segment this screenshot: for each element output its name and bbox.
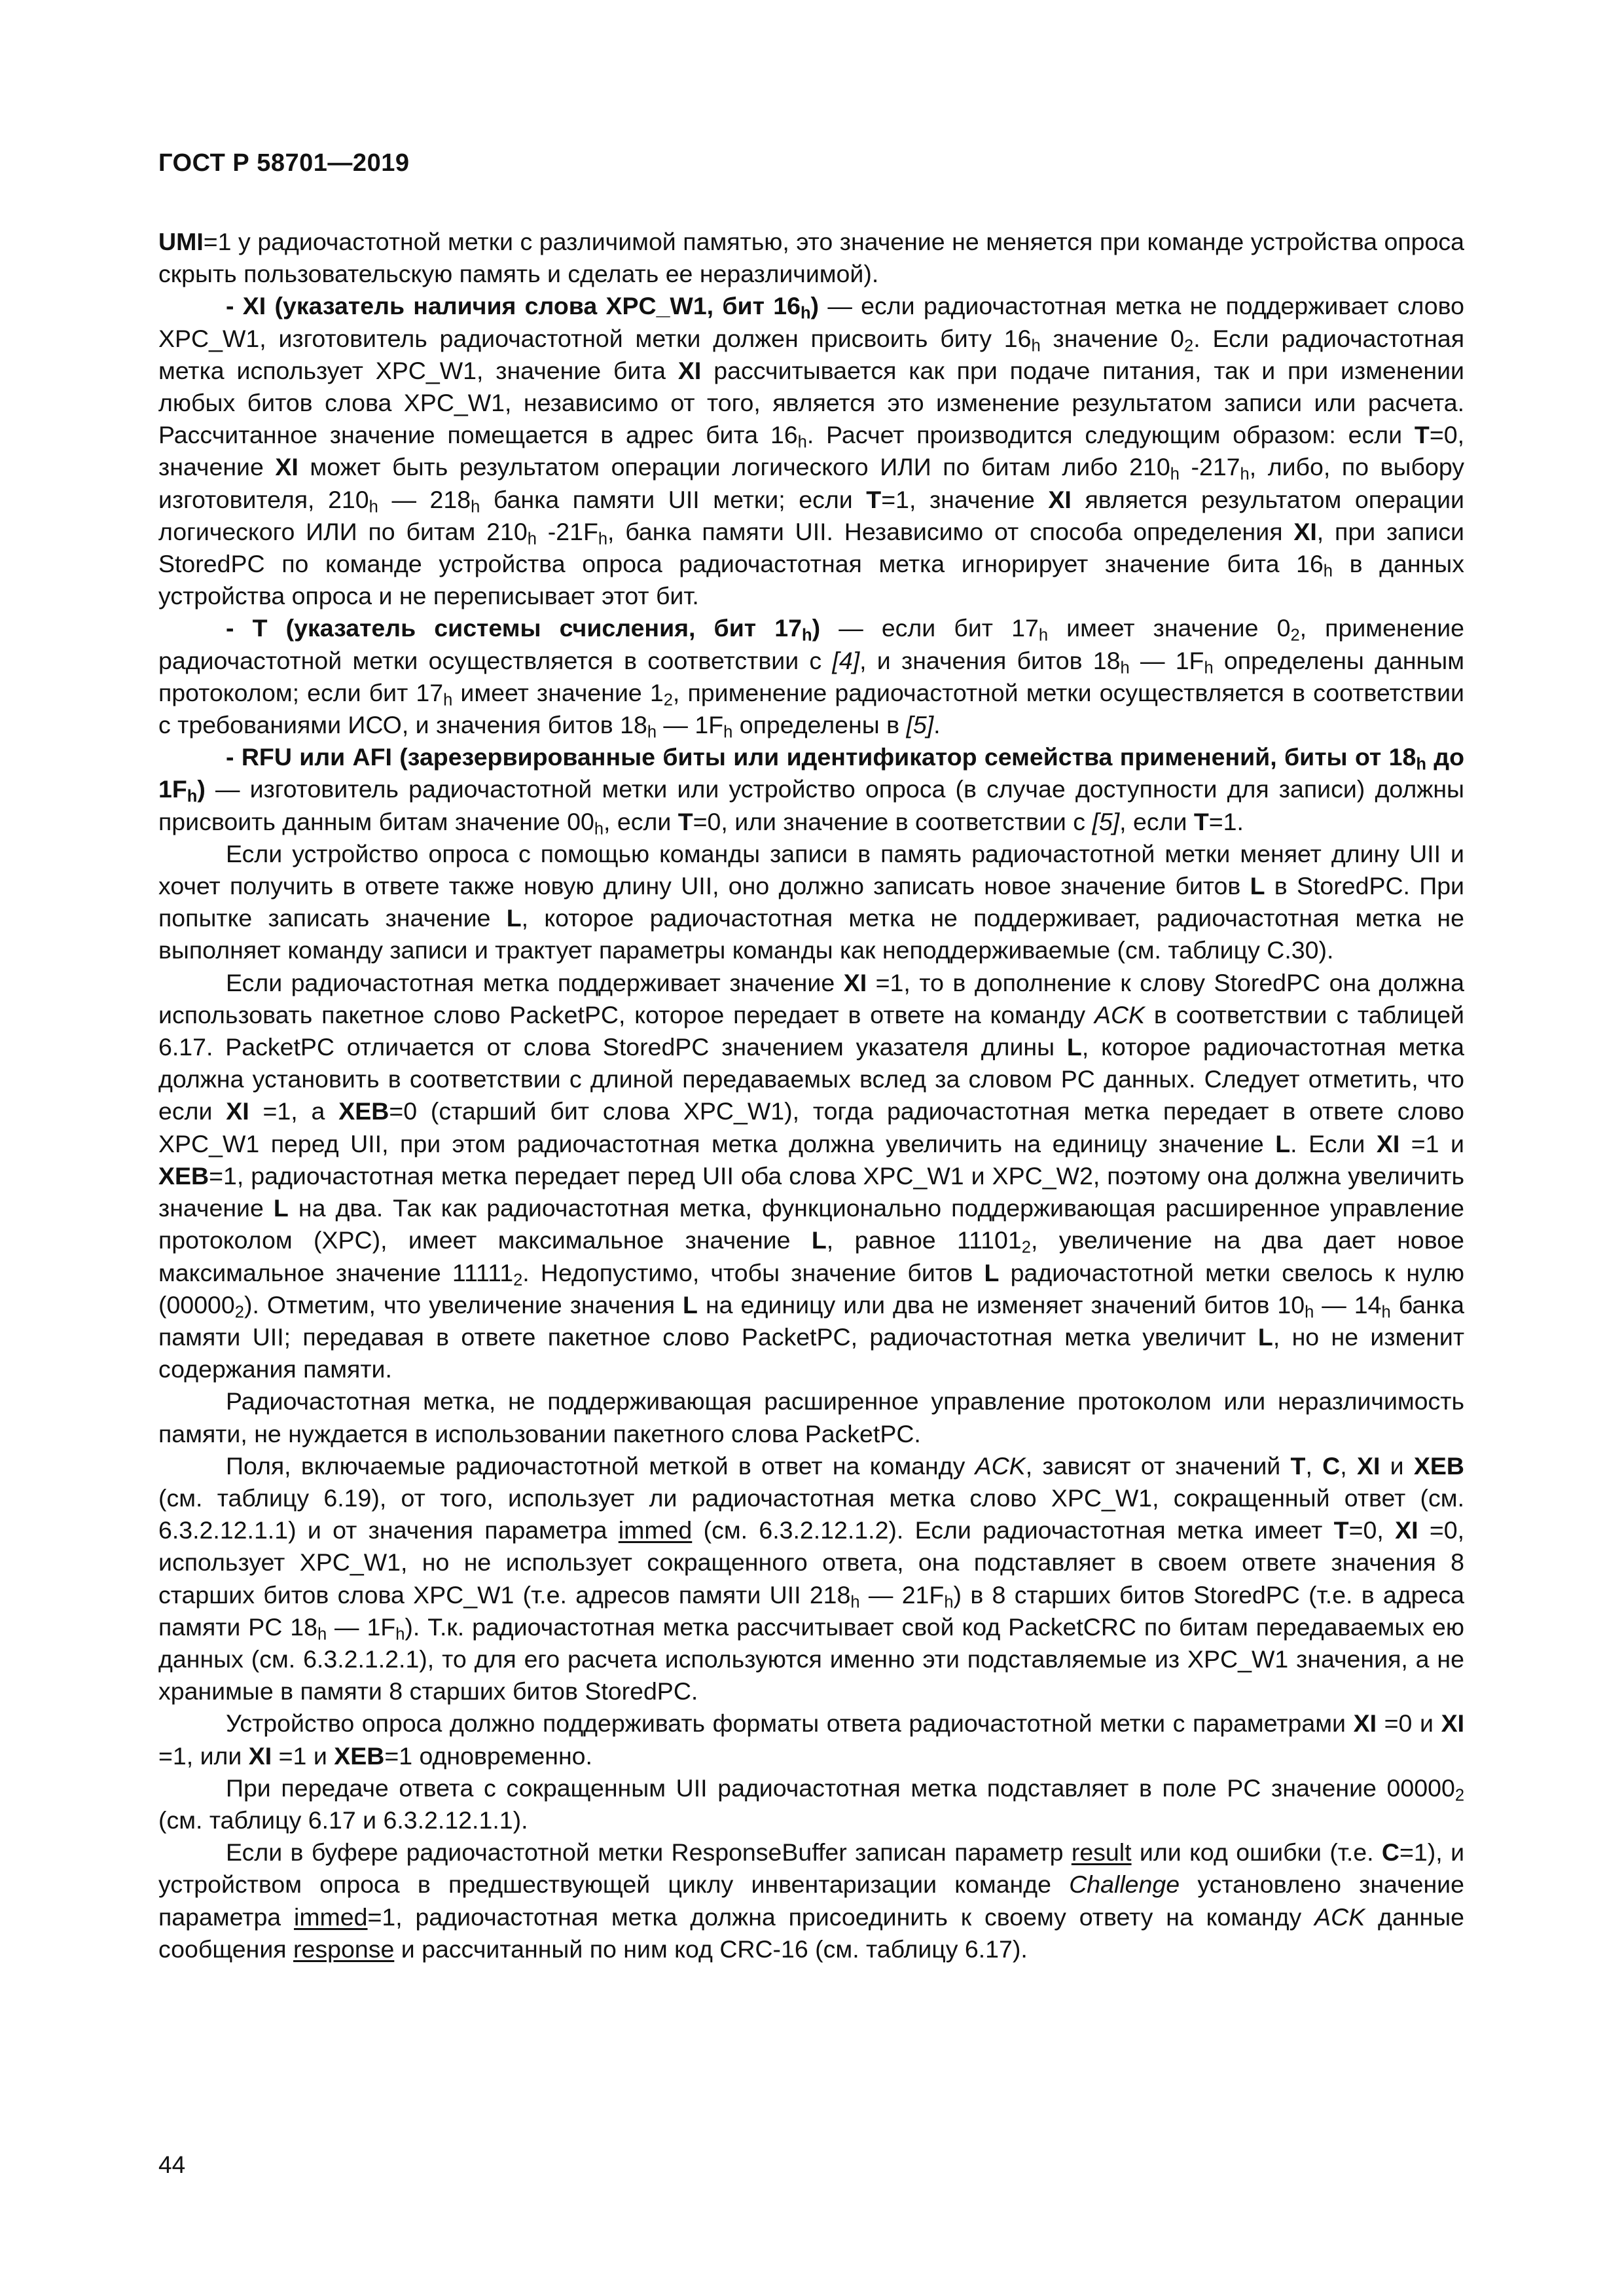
body-text [158,226,1464,1965]
paragraph [158,741,1464,838]
text-run: XI [248,1741,272,1770]
text-run: , зависят от значений [1025,1451,1291,1480]
text-run: , если [1119,807,1194,835]
subscript: h [598,530,608,549]
text-run: — если бит 17 [820,614,1039,642]
text-run: XI [1395,1516,1418,1544]
text-run: -217 [1179,453,1240,481]
text-run: =0, или значение в соответствии с [693,807,1092,835]
text-run: данные сообщения [158,1903,1465,1963]
text-run: XI [843,968,867,996]
text-run: — 14 [1314,1290,1382,1319]
text-run: в данных устройства опроса и не переписывает этот бит. [158,550,1465,610]
subscript: h [800,304,811,323]
text-run: =1, а [249,1097,339,1125]
subscript: h [1204,659,1214,678]
paragraph [158,1450,1464,1708]
text-run: на два. Так как радиочастотная метка, функционально поддерживающая расширенное управление протоколом (XPC), имеет максимальное значение [158,1194,1464,1254]
text-run: XI [1293,517,1317,545]
text-run: . Недопустимо, чтобы значение битов [522,1258,984,1286]
text-run: XI [1376,1129,1400,1157]
text-run: , и значения битов 18 [859,646,1121,674]
text-run: L [273,1194,289,1222]
subscript: h [801,626,812,645]
text-run: =1), и устройством опроса в предшествующей циклу инвентаризации команде [158,1838,1465,1899]
text-run: C [1322,1451,1341,1480]
subscript: h [443,691,453,710]
text-run: может быть результатом операции логического ИЛИ по битам либо 210 [298,453,1170,481]
text-run: L [984,1258,1000,1286]
subscript: h [594,820,604,839]
text-run: ). Т.к. радиочастотная метка рассчитывает свой код PacketCRC по битам передаваемых ею данных (см. 6.3.2.1.2.1), то для его расчета используются именно эти подставляемые из XPC_W1 значения, а не хранимые в памяти 8 старших битов StoredPC. [158,1613,1465,1705]
text-run: result [1071,1838,1132,1867]
text-run: или код ошибки (т.е. [1131,1838,1382,1867]
text-run: Если радиочастотная метка поддерживает значение [226,968,844,996]
text-run: immed [618,1516,693,1544]
text-run: Challenge [1069,1870,1180,1899]
text-run: , равное 11101 [826,1226,1022,1254]
subscript: h [1240,465,1250,484]
text-run: , увеличение на два дает новое максимальное значение 11111 [158,1226,1464,1286]
subscript: h [1170,465,1180,484]
text-run: - XI (указатель наличия слова XPC_W1, бит 16 [226,292,801,320]
subscript: 2 [513,1270,523,1289]
text-run: T [677,807,693,835]
text-run: T [1333,1516,1349,1544]
text-run: [4] [832,646,860,674]
text-run: =0, значение [158,421,1464,481]
text-run: — 1F [327,1613,396,1641]
text-run: , [1340,1451,1357,1480]
subscript: h [647,723,657,742]
text-run: , либо, по выбору изготовителя, 210 [158,453,1465,513]
text-run: (см. таблицу 6.19), от того, использует ли радиочастотная метка слово XPC_W1, сокращенный ответ (см. 6.3.2.12.1.1) и от значения параметра [158,1484,1464,1544]
text-run: Если устройство опроса с помощью команды записи в память радиочастотной метки меняет длину UII и хочет получить в ответе также новую длину UII, оно должно записать новое значение битов [158,839,1464,900]
text-run: XI [226,1097,249,1125]
text-run: immed [293,1903,368,1931]
subscript: h [1038,626,1048,645]
text-run: L [1066,1033,1082,1061]
subscript: 2 [663,691,673,710]
text-run: радиочастотной метки свелось к нулю (00000 [158,1258,1464,1319]
text-run: ) [812,614,821,642]
text-run: =0, использует XPC_W1, но не использует сокращенного ответа, она подставляет в своем ответе значения 8 старших битов слова XPC_W1 (т.е. адресов памяти UII 218 [158,1516,1465,1609]
text-run: =1, или [158,1741,249,1770]
text-run: Устройство опроса должно поддерживать форматы ответа радиочастотной метки с параметрами [226,1709,1354,1738]
subscript: h [395,1625,405,1644]
paragraph [158,1707,1464,1772]
text-run: — 21F [859,1580,945,1609]
paragraph [158,226,1464,290]
text-run: L [1250,872,1265,900]
text-run: , [1305,1451,1323,1480]
text-run: =1 одновременно. [384,1741,592,1770]
text-run: , которое радиочастотная метка должна установить в соответствии с длиной передаваемых вслед за словом PC данных. Следует отметить, что если [158,1033,1465,1125]
text-run: XI [1441,1709,1464,1738]
text-run: . Если [1290,1129,1377,1157]
text-run: =1 у радиочастотной метки с различимой памятью, это значение не меняется при команде устройства опроса скрыть пользовательскую память и сделать ее неразличимой). [158,228,1464,288]
subscript: h [797,433,807,452]
paragraph [158,838,1464,967]
text-run: UMI [158,228,204,255]
page-number: 44 [158,2151,186,2178]
text-run: установлено значение параметра [158,1870,1464,1931]
paragraph [158,612,1464,741]
paragraph [158,1836,1464,1965]
text-run: [5] [906,711,934,739]
subscript: h [471,498,480,516]
text-run: XI [1048,485,1072,513]
subscript: h [369,498,378,516]
text-run: (см. 6.3.2.12.1.2). Если радиочастотная метка имеет [692,1516,1334,1544]
text-run: — если радиочастотная метка не поддерживает слово XPC_W1, изготовитель радиочастотной метки должен присвоить биту 16 [158,292,1464,352]
subscript: h [1381,1303,1391,1322]
text-run: =0 и [1377,1709,1441,1738]
text-run: Поля, включаемые радиочастотной меткой в ответ на команду [226,1451,975,1480]
text-run: до 1F [158,743,1465,803]
text-run: L [506,904,522,932]
text-run: =1, радиочастотная метка должна присоединить к своему ответу на команду [367,1903,1315,1931]
subscript: 2 [1290,626,1300,645]
text-run: ACK [975,1451,1026,1480]
text-run: =1, значение [881,485,1049,513]
text-run: , применение радиочастотной метки осуществляется в соответствии с требованиями ИСО, и значения битов 18 [158,678,1464,739]
text-run: определены данным протоколом; если бит 17 [158,646,1465,706]
text-run: C [1381,1838,1400,1867]
subscript: h [187,787,198,806]
paragraph [158,1385,1464,1449]
text-run: T [866,485,882,513]
subscript: h [527,530,537,549]
text-run: T [1193,807,1209,835]
text-run: L [683,1290,698,1319]
subscript: 2 [1454,1786,1464,1805]
text-run: - T (указатель системы счисления, бит 17 [226,614,802,642]
text-run: ACK [1314,1903,1365,1931]
text-run: , если [604,807,678,835]
text-run: ). Отметим, что увеличение значения [244,1290,683,1319]
text-run: XEB [158,1161,209,1190]
text-run: Радиочастотная метка, не поддерживающая расширенное управление протоколом или неразличимость памяти, не нуждается в использовании пакетного слова PacketPC. [158,1387,1464,1448]
subscript: h [944,1592,954,1611]
text-run: в StoredPC. При попытке записать значение [158,872,1464,932]
text-run: T [1414,421,1430,449]
text-run: на единицу или два не изменяет значений битов 10 [697,1290,1305,1319]
text-run: ACK [1094,1000,1146,1029]
text-run: XEB [338,1097,389,1125]
text-run: — 1F [657,711,724,739]
text-run: [5] [1092,807,1120,835]
text-run: При передаче ответа с сокращенным UII радиочастотная метка подставляет в поле PC значение 00000 [226,1774,1455,1802]
paragraph [158,1772,1464,1836]
text-run: — изготовитель радиочастотной метки или устройство опроса (в случае доступности для записи) должны присвоить данным битам значение 00 [158,775,1464,835]
text-run: T [1290,1451,1306,1480]
text-run: ) [810,292,820,320]
text-run: в соответствии с таблицей 6.17. PacketPC отличается от слова StoredPC значением указателя длины [158,1000,1464,1061]
text-run: =1. [1208,807,1244,835]
text-run: XI [1353,1709,1377,1738]
subscript: h [1416,755,1426,774]
text-run: , которое радиочастотная метка не поддерживает, радиочастотная метка не выполняет команду записи и трактует параметры команды как неподдерживаемые (см. таблицу С.30). [158,904,1464,964]
text-run: =1 и [272,1741,334,1770]
text-run: определены в [732,711,907,739]
text-run: XEB [1413,1451,1464,1480]
text-run: , банка памяти UII. Независимо от способа определения [607,517,1294,545]
text-run: . Если радиочастотная метка использует XPC_W1, значение бита [158,324,1464,384]
text-run: (см. таблицу 6.17 и 6.3.2.12.1.1). [158,1806,528,1834]
subscript: h [850,1592,860,1611]
text-run: -21F [536,517,598,545]
text-run: ) [197,775,206,803]
subscript: 2 [1021,1238,1031,1257]
text-run: XI [677,356,702,384]
text-run: имеет значение 1 [452,678,664,706]
text-run: , при записи StoredPC по команде устройства опроса радиочастотная метка игнорирует значение бита 16 [158,517,1464,578]
text-run: XI [275,453,298,481]
text-run: =1 и [1399,1129,1464,1157]
document-header: ГОСТ Р 58701—2019 [158,149,410,177]
subscript: h [1323,562,1333,581]
paragraph [158,290,1464,612]
text-run: , но не изменит содержания памяти. [158,1322,1465,1383]
text-run: . [933,711,941,739]
text-run: рассчитывается как при подаче питания, так и при изменении любых битов слова XPC_W1, независимо от того, является это изменение результатом записи или расчета. Рассчитанное значение помещается в адрес бита 16 [158,356,1464,449]
text-run: — 1F [1129,646,1204,674]
text-run: XI [1356,1451,1380,1480]
text-run: , применение радиочастотной метки осуществляется в соответствии с [158,614,1465,674]
text-run: response [293,1935,395,1963]
text-run: . Расчет производится следующим образом: если [806,421,1415,449]
text-run: L [811,1226,827,1254]
text-run: и [1380,1451,1414,1480]
text-run: =1, радиочастотная метка передает перед UII оба слова XPC_W1 и XPC_W2, поэтому она должна увеличить значение [158,1161,1464,1222]
subscript: h [1031,336,1041,355]
text-run: банка памяти UII; передавая в ответе пакетное слово PacketPC, радиочастотная метка увеличит [158,1290,1464,1351]
text-run: банка памяти UII метки; если [480,485,867,513]
subscript: h [317,1625,327,1644]
subscript: 2 [234,1303,244,1322]
text-run: =0 (старший бит слова XPC_W1), тогда радиочастотная метка передает в ответе слово XPC_W1 перед UII, при этом радиочастотная метка должна увеличить на единицу значение [158,1097,1464,1157]
text-run: имеет значение 0 [1048,614,1291,642]
text-run: L [1257,1322,1273,1351]
text-run: значение 0 [1040,324,1185,352]
subscript: h [1305,1303,1314,1322]
text-run: является результатом операции логического ИЛИ по битам 210 [158,485,1464,545]
text-run: ) в 8 старших битов StoredPC (т.е. в адреса памяти PC 18 [158,1580,1464,1641]
text-run: и рассчитанный по ним код CRC-16 (см. таблицу 6.17). [394,1935,1028,1963]
text-run: Если в буфере радиочастотной метки ResponseBuffer записан параметр [226,1838,1072,1867]
text-run: XEB [334,1741,385,1770]
text-run: - RFU или AFI (зарезервированные биты или идентификатор семейства применений, биты от 18 [226,743,1416,771]
text-run: — 218 [378,485,471,513]
text-run: L [1275,1129,1291,1157]
text-run: =1, то в дополнение к слову StoredPC она должна использовать пакетное слово PacketPC, которое передает в ответе на команду [158,968,1464,1029]
text-run: =0, [1348,1516,1396,1544]
subscript: h [723,723,733,742]
paragraph [158,967,1464,1386]
subscript: 2 [1184,336,1194,355]
subscript: h [1120,659,1130,678]
